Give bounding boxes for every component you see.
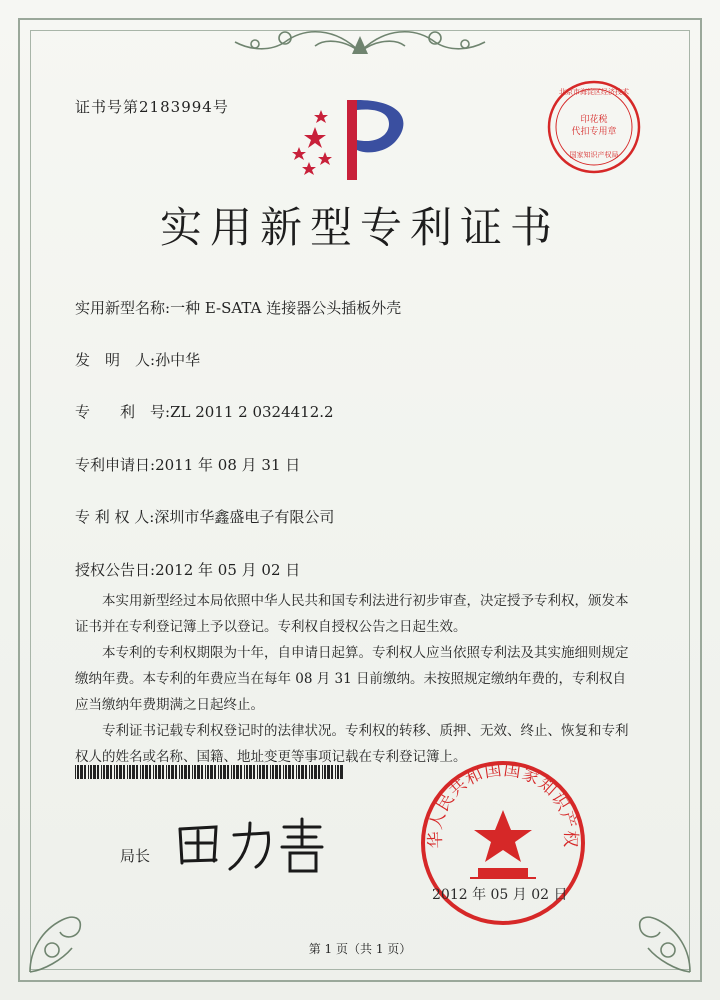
barcode-bar xyxy=(244,765,245,779)
barcode-bar xyxy=(192,765,193,779)
barcode-bar xyxy=(296,765,297,779)
barcode-bar xyxy=(322,765,323,779)
barcode-bar xyxy=(246,765,248,779)
barcode-bar xyxy=(84,765,86,779)
certificate-number-value: 2183994 xyxy=(139,98,213,116)
barcode-bar xyxy=(272,765,274,779)
barcode-bar xyxy=(171,765,174,779)
barcode-bar xyxy=(155,765,157,779)
barcode-bar xyxy=(145,765,148,779)
barcode-bar xyxy=(140,765,141,779)
barcode-bar xyxy=(205,765,206,779)
barcode-bar xyxy=(75,765,76,779)
barcode-bar xyxy=(149,765,151,779)
barcode-bar xyxy=(249,765,252,779)
field-label: 发 明 人: xyxy=(75,351,156,369)
field-utility-model-name xyxy=(75,297,401,318)
paragraph-legal-status: 专利证书记载专利权登记时的法律状况。专利权的转移、质押、无效、终止、恢复和专利权人的姓名或名称、国籍、地址变更等事项记载在专利登记簿上。 xyxy=(75,723,629,765)
barcode-bar xyxy=(314,765,317,779)
barcode-bar xyxy=(218,765,219,779)
barcode-bar xyxy=(301,765,304,779)
barcode-bar xyxy=(292,765,294,779)
barcode-bar xyxy=(262,765,265,779)
barcode-bar xyxy=(162,765,164,779)
field-patent-number xyxy=(75,401,334,422)
barcode-bar xyxy=(136,765,138,779)
barcode-bar xyxy=(324,765,326,779)
barcode-bar xyxy=(233,765,235,779)
patent-office-logo xyxy=(285,92,435,187)
field-value: 一种 E-SATA 连接器公头插板外壳 xyxy=(170,299,402,317)
certificate-number-label: 证书号第 xyxy=(75,98,140,116)
barcode-bar xyxy=(257,765,258,779)
page-footer: 第 1 页（共 1 页） xyxy=(308,942,412,956)
barcode-bar xyxy=(168,765,170,779)
barcode-bar xyxy=(106,765,109,779)
director-signature xyxy=(172,815,332,879)
barcode-bar xyxy=(253,765,255,779)
barcode-bar xyxy=(88,765,89,779)
field-value: 2011 年 08 月 31 日 xyxy=(155,456,301,474)
seal-date: 2012 年 05 月 02 日 xyxy=(432,887,568,903)
barcode-bar xyxy=(119,765,122,779)
field-inventor xyxy=(75,349,200,370)
barcode-bar xyxy=(220,765,222,779)
tax-stamp xyxy=(545,78,643,176)
top-ornament xyxy=(225,22,495,62)
paragraph-term: 本专利的专利权期限为十年，自申请日起算。专利权人应当依照专利法及其实施细则规定缴纳年费。本专利的年费应当在每年 08 月 31 日前缴纳。未按照规定缴纳年费的，专利权自应当缴纳年费期满之日起终止。 xyxy=(75,645,629,713)
paragraph-grant: 本实用新型经过本局依照中华人民共和国专利法进行初步审查，决定授予专利权，颁发本证书并在专利登记簿上予以登记。专利权自授权公告之日起生效。 xyxy=(75,593,629,635)
barcode-bar xyxy=(166,765,167,779)
barcode-bar xyxy=(279,765,281,779)
barcode-bar xyxy=(158,765,161,779)
barcode-bar xyxy=(318,765,320,779)
barcode-bar xyxy=(114,765,115,779)
field-value: 孙中华 xyxy=(155,351,201,369)
barcode-bar xyxy=(298,765,300,779)
barcode-bar xyxy=(340,765,343,779)
barcode-bar xyxy=(77,765,79,779)
barcode-bar xyxy=(275,765,278,779)
barcode-bar xyxy=(201,765,203,779)
barcode-bar xyxy=(90,765,92,779)
barcode-bar xyxy=(309,765,310,779)
barcode-bar xyxy=(127,765,128,779)
barcode-bar xyxy=(270,765,271,779)
certificate-body xyxy=(75,588,635,770)
barcode-bar xyxy=(227,765,229,779)
barcode-bar xyxy=(153,765,154,779)
field-label: 实用新型名称: xyxy=(75,299,171,317)
director-title: 局长 xyxy=(120,847,151,865)
barcode-bar xyxy=(194,765,196,779)
barcode xyxy=(75,765,345,779)
barcode-bar xyxy=(337,765,339,779)
barcode-bar xyxy=(103,765,105,779)
tax-stamp-line-3: 代扣专用章 xyxy=(571,127,617,137)
certificate-number-suffix: 号 xyxy=(212,98,229,116)
barcode-bar xyxy=(80,765,83,779)
tax-stamp-line-4: 国家知识产权局 xyxy=(569,151,619,159)
field-value: ZL 2011 2 0324412.2 xyxy=(170,403,334,421)
barcode-bar xyxy=(214,765,216,779)
svg-text:中华人民共和国国家知识产权局: 华人民共和国国家知识产权 xyxy=(425,759,581,849)
barcode-bar xyxy=(223,765,226,779)
field-patentee xyxy=(75,506,334,527)
field-grant-date xyxy=(75,559,300,580)
barcode-bar xyxy=(236,765,239,779)
barcode-bar xyxy=(129,765,131,779)
barcode-bar xyxy=(101,765,102,779)
barcode-bar xyxy=(335,765,336,779)
barcode-bar xyxy=(93,765,96,779)
certificate-number xyxy=(75,96,229,117)
field-label: 专利申请日: xyxy=(75,456,156,474)
barcode-bar xyxy=(116,765,118,779)
tax-stamp-line-1: 北京市海淀区经济技术 xyxy=(559,88,629,96)
barcode-bar xyxy=(210,765,213,779)
barcode-bar xyxy=(197,765,200,779)
barcode-bar xyxy=(123,765,125,779)
barcode-bar xyxy=(97,765,99,779)
field-label: 专 利 号: xyxy=(75,403,171,421)
barcode-bar xyxy=(305,765,307,779)
barcode-bar xyxy=(175,765,177,779)
document-title: 实用新型专利证书 xyxy=(159,203,560,252)
barcode-bar xyxy=(283,765,284,779)
barcode-bar xyxy=(132,765,135,779)
field-application-date xyxy=(75,454,300,475)
barcode-bar xyxy=(184,765,187,779)
barcode-bar xyxy=(231,765,232,779)
field-label: 授权公告日: xyxy=(75,561,156,579)
barcode-bar xyxy=(311,765,313,779)
barcode-bar xyxy=(266,765,268,779)
barcode-bar xyxy=(327,765,330,779)
barcode-bar xyxy=(110,765,112,779)
barcode-bar xyxy=(331,765,333,779)
barcode-bar xyxy=(259,765,261,779)
tax-stamp-line-2: 印花税 xyxy=(580,115,608,125)
barcode-bar xyxy=(181,765,183,779)
barcode-bar xyxy=(188,765,190,779)
barcode-bar xyxy=(207,765,209,779)
barcode-bar xyxy=(288,765,291,779)
signature-strokes xyxy=(172,815,332,875)
barcode-bar xyxy=(285,765,287,779)
barcode-bar xyxy=(179,765,180,779)
field-value: 2012 年 05 月 02 日 xyxy=(155,561,301,579)
barcode-bar xyxy=(240,765,242,779)
field-label: 专 利 权 人: xyxy=(75,508,155,526)
corner-ornament-bottom-left xyxy=(22,900,92,978)
barcode-bar xyxy=(142,765,144,779)
field-value: 深圳市华鑫盛电子有限公司 xyxy=(154,508,335,526)
corner-ornament-bottom-right xyxy=(628,900,698,978)
